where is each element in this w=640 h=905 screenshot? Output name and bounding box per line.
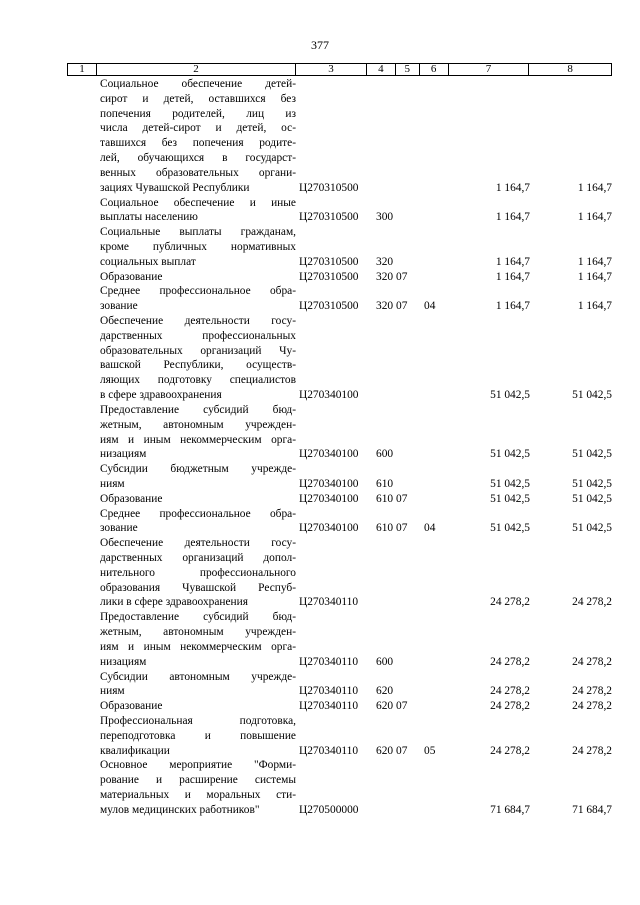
subsection-code: 04 [424,522,436,535]
amount-col-7: 51 042,5 [490,448,530,461]
expense-type-code: 600 [376,448,394,461]
description-line: выплаты населению [100,211,198,224]
amount-col-7: 51 042,5 [490,389,530,402]
description-line: ниям [100,477,125,490]
description-line: материальных и моральных сти- [100,789,296,801]
expense-type-code: 600 [376,655,394,668]
header-col-6: 6 [420,64,449,75]
amount-col-8: 51 042,5 [572,477,612,490]
description-line: Профессиональная подготовка, [100,714,296,727]
amount-col-8: 51 042,5 [572,522,612,535]
description-line: лики в сфере здравоохранения [100,596,248,609]
description-line: зование [100,300,138,313]
row-description [96,77,296,196]
table-row [67,225,612,269]
expense-type-code: 610 [376,477,394,490]
expense-type-code: 620 [376,685,394,698]
target-article-code: Ц270310500 [299,211,359,224]
row-description [96,699,296,714]
amount-col-8: 1 164,7 [577,181,612,194]
table-row [67,699,612,714]
description-line: Образование [100,270,163,283]
amount-col-8: 71 684,7 [572,803,612,816]
row-description [96,714,296,758]
section-code: 07 [396,522,408,535]
amount-col-8: 24 278,2 [572,685,612,698]
description-line: Социальные выплаты гражданам, [100,226,296,239]
description-line: сирот и детей, оставшихся без [100,92,296,105]
amount-col-8: 1 164,7 [577,211,612,224]
description-line: Обеспечение деятельности госу- [100,537,296,550]
amount-col-8: 51 042,5 [572,389,612,402]
description-line: низациям [100,448,147,461]
table-body [67,77,612,818]
description-line: рование и расширение системы [100,774,296,787]
expense-type-code: 610 [376,492,394,505]
section-code: 07 [396,700,408,713]
row-description [96,492,296,507]
expense-type-code: 320 [376,300,394,313]
amount-col-8: 24 278,2 [572,700,612,713]
row-description [96,758,296,817]
section-code: 07 [396,300,408,313]
table-row [67,758,612,817]
description-line: социальных выплат [100,255,196,268]
amount-col-8: 1 164,7 [577,255,612,268]
table-row [67,403,612,462]
amount-col-8: 24 278,2 [572,744,612,757]
description-line: ляющих подготовку специалистов [100,374,296,387]
header-col-8: 8 [567,63,573,75]
target-article-code: Ц270340110 [299,596,359,609]
table-row [67,507,612,537]
target-article-code: Ц270310500 [299,300,359,313]
header-col-2: 2 [97,64,296,75]
subsection-code: 04 [424,300,436,313]
header-col-4: 4 [367,64,396,75]
section-code: 07 [396,492,408,505]
amount-col-7: 1 164,7 [495,255,530,268]
header-col-1: 1 [68,64,97,75]
description-line: жетным, автономным учрежден- [100,626,296,639]
target-article-code: Ц270340110 [299,685,359,698]
section-code: 07 [396,744,408,757]
amount-col-7: 1 164,7 [495,211,530,224]
amount-col-7: 51 042,5 [490,477,530,490]
description-line: переподготовка и повышение [100,729,296,742]
description-line: Социальное обеспечение детей- [100,78,296,90]
target-article-code: Ц270340110 [299,744,359,757]
table-header-row [67,63,612,76]
amount-col-7: 24 278,2 [490,685,530,698]
description-line: Образование [100,492,163,505]
target-article-code: Ц270340100 [299,477,359,490]
description-line: иям и иным некоммерческим орга- [100,640,296,653]
target-article-code: Ц270340100 [299,522,359,535]
description-line: образовательных организаций Чу- [100,344,296,357]
description-line: иям и иным некоммерческим орга- [100,433,296,446]
expense-type-code: 320 [376,255,394,268]
description-line: Социальное обеспечение и иные [100,196,296,209]
expense-type-code: 620 [376,744,394,757]
header-col-7: 7 [449,64,530,75]
target-article-code: Ц270310500 [299,255,359,268]
expense-type-code: 300 [376,211,394,224]
description-line: лей, обучающихся в государст- [100,152,296,165]
subsection-code: 05 [424,744,436,757]
description-line: Субсидии бюджетным учрежде- [100,463,296,476]
header-col-3: 3 [296,64,367,75]
description-line: Предоставление субсидий бюд- [100,611,296,624]
target-article-code: Ц270340110 [299,655,359,668]
amount-col-8: 1 164,7 [577,300,612,313]
table-row [67,714,612,758]
description-line: числа детей-сирот и детей, ос- [100,122,296,135]
row-description [96,284,296,314]
table-row [67,462,612,492]
description-line: зование [100,522,138,535]
amount-col-7: 1 164,7 [495,181,530,194]
expense-type-code: 320 [376,270,394,283]
description-line: мулов медицинских работников" [100,803,260,816]
amount-col-7: 51 042,5 [490,492,530,505]
amount-col-7: 51 042,5 [490,522,530,535]
target-article-code: Ц270340100 [299,448,359,461]
table-row [67,610,612,669]
amount-col-7: 24 278,2 [490,596,530,609]
target-article-code: Ц270500000 [299,803,359,816]
row-description [96,610,296,669]
description-line: вашской Республики, осуществ- [100,359,296,372]
row-description [96,225,296,269]
description-line: нительного профессионального [100,566,296,579]
description-line: жетным, автономным учрежден- [100,418,296,431]
description-line: низациям [100,655,147,668]
description-line: Обеспечение деятельности госу- [100,315,296,327]
description-line: образования Чувашской Респуб- [100,581,296,594]
amount-col-8: 24 278,2 [572,655,612,668]
table-row [67,77,612,196]
row-description [96,536,296,610]
description-line: зациях Чувашской Республики [100,181,250,194]
row-description [96,314,296,403]
header-col-5: 5 [396,64,420,75]
row-description [96,462,296,492]
table-row [67,270,612,285]
amount-col-7: 24 278,2 [490,744,530,757]
description-line: дарственных организаций допол- [100,552,296,564]
amount-col-7: 24 278,2 [490,655,530,668]
amount-col-8: 24 278,2 [572,596,612,609]
table-row [67,536,612,610]
target-article-code: Ц270340100 [299,492,359,505]
row-description [96,196,296,226]
target-article-code: Ц270340100 [299,389,359,402]
description-line: квалификации [100,744,170,757]
amount-col-7: 71 684,7 [490,803,530,816]
description-line: Среднее профессиональное обра- [100,285,296,298]
description-line: тавшихся без попечения родите- [100,137,296,150]
amount-col-8: 51 042,5 [572,492,612,505]
page-number: 377 [311,38,329,52]
table-row [67,196,612,226]
table-row [67,314,612,403]
description-line: Предоставление субсидий бюд- [100,403,296,416]
section-code: 07 [396,270,408,283]
description-line: попечения родителей, лиц из [100,107,296,120]
description-line: венных образовательных органи- [100,166,296,179]
description-line: Среднее профессиональное обра- [100,507,296,520]
amount-col-7: 1 164,7 [495,300,530,313]
expense-type-code: 610 [376,522,394,535]
row-description [96,507,296,537]
table-row [67,284,612,314]
description-line: кроме публичных нормативных [100,240,296,253]
description-line: Основное мероприятие "Форми- [100,759,296,772]
description-line: в сфере здравоохранения [100,389,222,402]
table-row [67,670,612,700]
amount-col-8: 51 042,5 [572,448,612,461]
table-row [67,492,612,507]
expense-type-code: 620 [376,700,394,713]
description-line: Субсидии автономным учрежде- [100,670,296,683]
amount-col-8: 1 164,7 [577,270,612,283]
target-article-code: Ц270340110 [299,700,359,713]
row-description [96,403,296,462]
description-line: дарственных профессиональных [100,329,296,342]
amount-col-7: 24 278,2 [490,700,530,713]
amount-col-7: 1 164,7 [495,270,530,283]
target-article-code: Ц270310500 [299,270,359,283]
row-description [96,670,296,700]
description-line: ниям [100,685,125,698]
description-line: Образование [100,700,163,713]
row-description [96,270,296,285]
target-article-code: Ц270310500 [299,181,359,194]
